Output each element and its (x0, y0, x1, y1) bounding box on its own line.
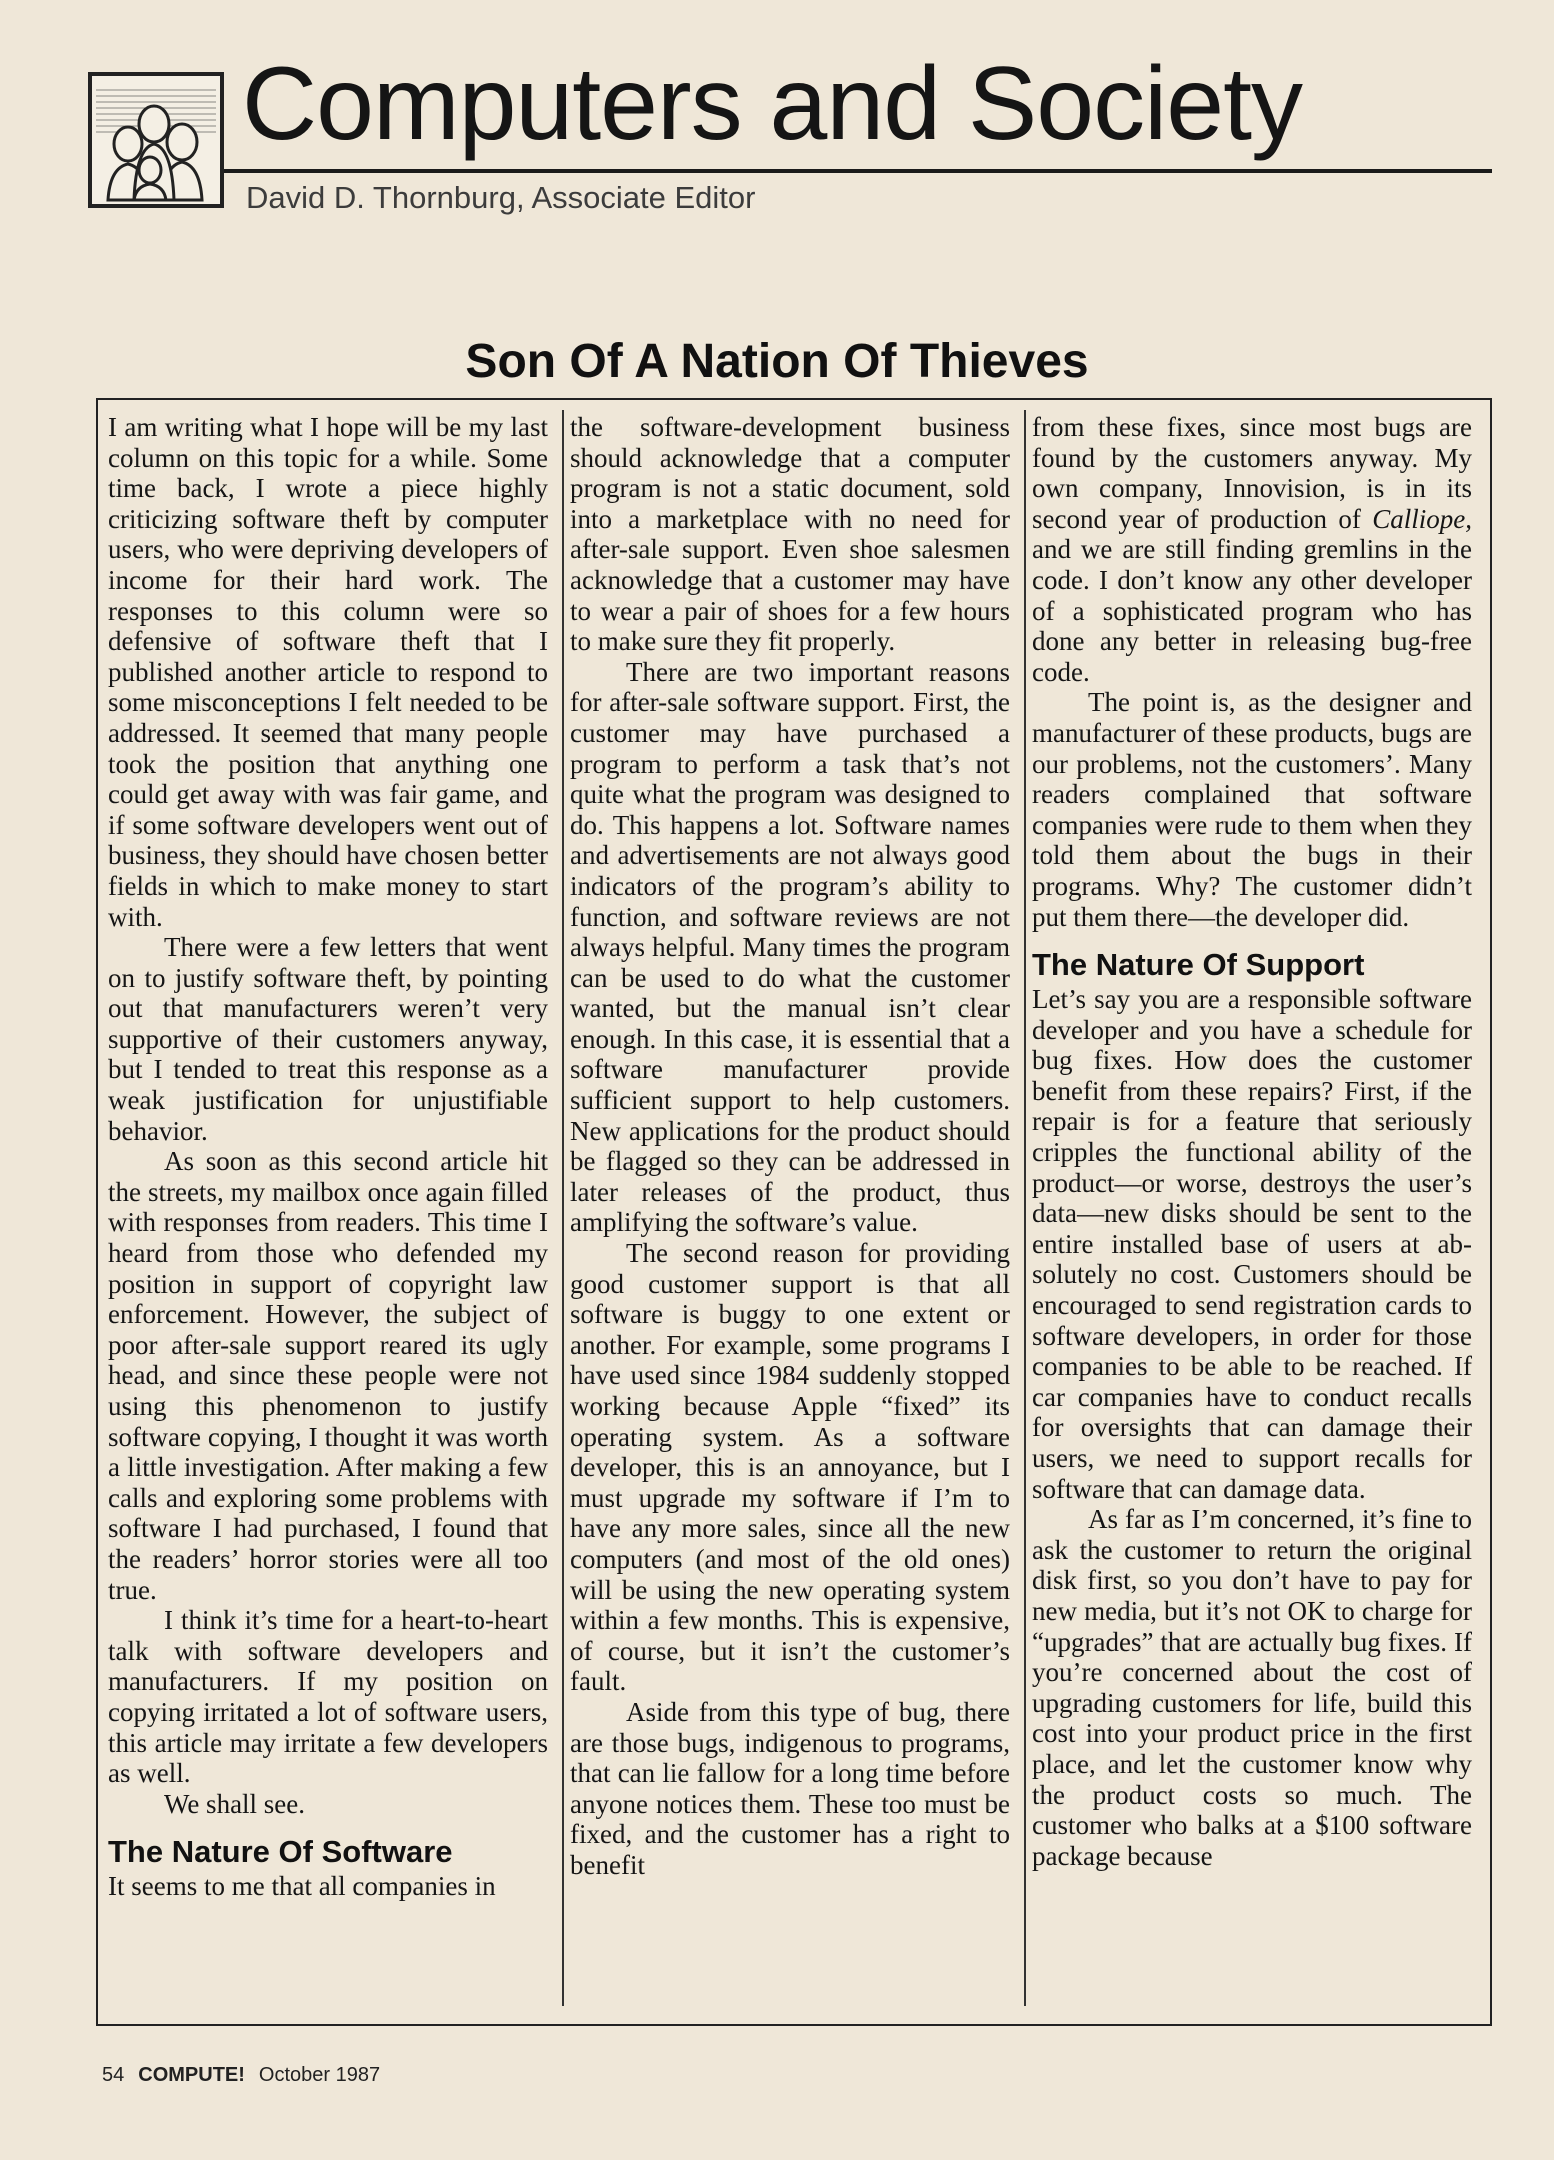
page-number: 54 (102, 2064, 125, 2086)
paragraph: I think it’s time for a heart-to-heart talk with software developers and manufacturers. If my position on copying irritated a lot of software users, this article may irritate a few developers as well. (108, 1605, 548, 1789)
paragraph: The point is, as the designer and manufacturer of these products, bugs are our problems, not the customers’. Many readers complained that software companies were rude to them when they told them about the bugs in their programs. Why? The customer didn’t put them there—the developer did. (1032, 687, 1472, 932)
paragraph: There were a few letters that went on to justify software theft, by pointing out that manufacturers weren’t very supportive of their customers anyway, but I tended to treat this response as a weak justification for unjustifiable behavior. (108, 932, 548, 1146)
paragraph: The second reason for providing good customer support is that all software is buggy to one extent or another. For example, some programs I have used since 1984 suddenly stopped working because Apple “fixed” its operating system. As a software developer, this is an annoyance, but I must upgrade my software if I’m to have any more sales, since all the new computers (and most of the old ones) will be using the new operating system within a few months. This is expensive, of course, but it isn’t the customer’s fault. (570, 1238, 1010, 1697)
paragraph: As far as I’m concerned, it’s fine to ask the customer to return the original disk first, so you don’t have to pay for new media, but it’s not OK to charge for “upgrades” that are actually bug fixes. If you’re concerned about the cost of upgrading customers for life, build this cost into your product price in the first place, and let the customer know why the product costs so much. The customer who balks at a $100 software package because (1032, 1504, 1472, 1871)
paragraph (1032, 412, 1472, 687)
header-rule (224, 169, 1492, 173)
paragraph: As soon as this second article hit the streets, my mailbox once again filled with responses from readers. This time I heard from those who defended my position in support of copyright law enforcement. However, the subject of poor after-sale support reared its ugly head, and since these people were not using this phenomenon to justify software copying, I thought it was worth a little investigation. After making a few calls and exploring some problems with software I had purchased, I found that the readers’ horror stories were all too true. (108, 1146, 548, 1605)
paragraph: Aside from this type of bug, there are those bugs, indigenous to programs, that can lie fallow for a long time before anyone notices them. These too must be fixed, and the customer has a right to benefit (570, 1696, 1010, 1880)
issue-date: October 1987 (258, 2064, 381, 2086)
paragraph-text: and we are still finding gremlins in the code. I don’t know any other developer of a sophisticated program who has done any better in releasing bug-free code. (1032, 534, 1472, 687)
paragraph: Let’s say you are a responsible software developer and you have a schedule for bug fixes. How does the customer benefit from these repairs? First, if the repair is for a feature that seriously cripples the functional ability of the product—or worse, destroys the user’s data—new disks should be sent to the entire installed base of users at absolutely no cost. Customers should be encouraged to send registration cards to software developers, in order for those companies to be able to be reached. If car companies have to conduct recalls for oversights that can damage their users, we need to support recalls for software that can damage data. (1032, 984, 1472, 1504)
section-logo-people-icon (88, 72, 224, 208)
paragraph: the software-development business should acknowledge that a computer program is not a static document, sold into a marketplace with no need for after-sale support. Even shoe salesmen acknowledge that a customer may have to wear a pair of shoes for a few hours to make sure they fit properly. (570, 412, 1010, 657)
column-divider (1024, 410, 1026, 2006)
paragraph: There are two important reasons for after-sale software support. First, the customer may have purchased a program to perform a task that’s not quite what the program was designed to do. This happens a lot. Software names and advertisements are not always good indicators of the program’s ability to function, and software reviews are not always helpful. Many times the program can be used to do what the customer wanted, but the manual isn’t clear enough. In this case, it is essential that a software manufacturer provide sufficient support to help customers. New applications for the product should be flagged so they can be addressed in later releases of the product, thus amplifying the software’s value. (570, 656, 1010, 1238)
subheading: The Nature Of Support (1032, 947, 1365, 983)
article-column-3 (1032, 412, 1472, 1871)
paragraph: I am writing what I hope will be my last column on this topic for a while. Some time back, I wrote a piece highly criticizing software theft by computer users, who were depriving developers of income for their hard work. The responses to this column were so defensive of software theft that I published another article to respond to some misconceptions I felt needed to be addressed. It seemed that many people took the position that anything one could get away with was fair game, and if some software developers went out of business, they should have chosen better fields in which to make money to start with. (108, 412, 548, 932)
article-column-1 (108, 412, 548, 1902)
product-name: Calliope, (1372, 503, 1472, 534)
paragraph: It seems to me that all companies in (108, 1871, 496, 1902)
magazine-name: COMPUTE! (138, 2064, 245, 2086)
article-title: Son Of A Nation Of Thieves (465, 335, 1089, 388)
section-title: Computers and Society (242, 46, 1302, 162)
column-divider (562, 410, 564, 2006)
page-folio (102, 2064, 380, 2087)
paragraph: We shall see. (164, 1788, 306, 1819)
paragraph-text: from these fixes, since most bugs are found by the customers anyway. My own company, Innovision, is in its second year of production of (1032, 412, 1472, 534)
subheading: The Nature Of Software (108, 1834, 453, 1870)
byline: David D. Thornburg, Associate Editor (246, 180, 756, 215)
article-column-2 (570, 412, 1010, 1881)
